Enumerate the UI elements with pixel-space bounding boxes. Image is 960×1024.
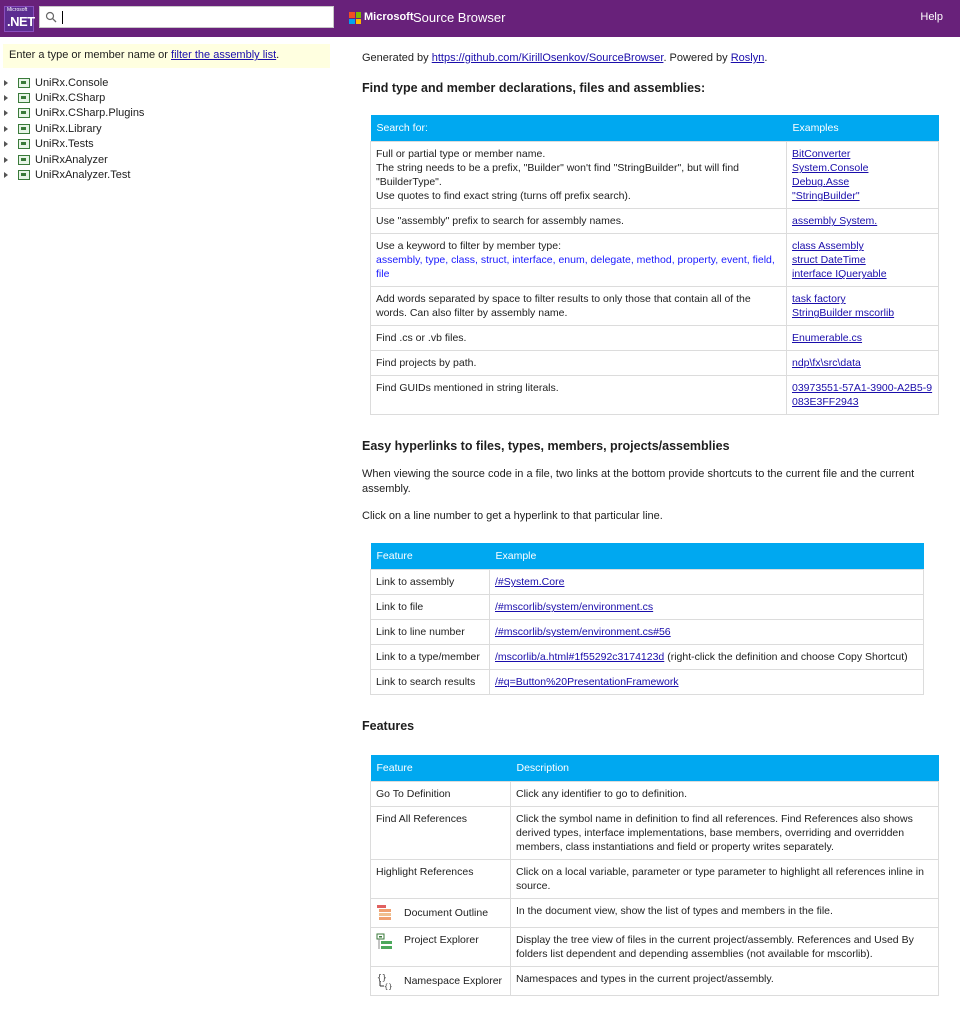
search-desc-cell — [371, 234, 787, 287]
example-link[interactable]: ndp\fx\src\data — [792, 357, 861, 370]
feature-cell: Link to file — [371, 595, 490, 620]
example-link[interactable]: /#q=Button%20PresentationFramework — [495, 676, 679, 689]
examples-cell — [787, 142, 939, 209]
desc-line: Use quotes to find exact string (turns off prefix search). — [376, 190, 631, 203]
description-cell: Click on a local variable, parameter or type parameter to highlight all references inline in source. — [511, 860, 939, 899]
tree-item-unirx-library[interactable] — [4, 121, 144, 136]
top-bar — [0, 0, 960, 37]
search-desc-cell: Add words separated by space to filter results to only those that contain all of the words. Can also filter by assembly name. — [371, 287, 787, 326]
feature-cell: Highlight References — [371, 860, 511, 899]
tree-item-label: UniRx.CSharp.Plugins — [35, 107, 145, 120]
csharp-project-icon — [18, 108, 30, 118]
tree-item-label: UniRxAnalyzer — [35, 153, 108, 166]
table-row — [371, 928, 939, 967]
example-link[interactable]: 03973551-57A1-3900-A2B5-9083E3FF2943 — [792, 382, 933, 409]
tree-item-unirxanalyzer-test[interactable] — [4, 167, 144, 182]
svg-text:{}: {} — [384, 983, 393, 991]
example-link[interactable]: /#System.Core — [495, 576, 565, 589]
table-row — [371, 807, 939, 860]
example-link[interactable]: StringBuilder mscorlib — [792, 307, 895, 320]
github-link[interactable]: https://github.com/KirillOsenkov/SourceBrowser — [431, 52, 664, 64]
tree-item-unirxanalyzer[interactable] — [4, 152, 144, 167]
description-cell: In the document view, show the list of types and members in the file. — [511, 899, 939, 928]
section-title-features: Features — [362, 719, 415, 734]
search-input[interactable] — [62, 9, 327, 25]
search-help-table — [370, 115, 939, 415]
examples-cell — [787, 376, 939, 415]
hyperlinks-paragraph: When viewing the source code in a file, two links at the bottom provide shortcuts to the current file and the current assembly. — [362, 468, 915, 495]
example-link[interactable]: /#mscorlib/system/environment.cs — [495, 601, 654, 614]
member-keywords: assembly, type, class, struct, interface, enum, delegate, method, property, event, field, file — [376, 254, 775, 281]
feature-cell — [371, 967, 511, 996]
project-explorer-icon — [376, 933, 394, 951]
csharp-project-icon — [18, 124, 30, 134]
tree-item-label: UniRx.Tests — [35, 138, 94, 151]
table-row — [371, 670, 924, 695]
feature-label: Project Explorer — [404, 934, 479, 947]
example-link[interactable]: class Assembly — [792, 240, 864, 253]
example-link[interactable]: task factory — [792, 293, 846, 306]
csharp-project-icon — [18, 170, 30, 180]
table-row — [371, 782, 939, 807]
hint-text: Enter a type or member name or — [9, 49, 172, 61]
example-link[interactable]: BitConverter — [792, 148, 851, 161]
feature-cell — [371, 928, 511, 967]
example-link[interactable]: Enumerable.cs — [792, 332, 863, 345]
microsoft-logo-icon — [349, 12, 361, 24]
example-note: (right-click the definition and choose Copy Shortcut) — [664, 651, 908, 664]
document-outline-icon — [376, 904, 394, 922]
example-link[interactable]: /#mscorlib/system/environment.cs#56 — [495, 626, 671, 639]
feature-cell: Link to assembly — [371, 570, 490, 595]
generated-by-text: Generated by — [362, 52, 432, 64]
search-box[interactable] — [39, 6, 334, 28]
csharp-project-icon — [18, 155, 30, 165]
table-row — [371, 860, 939, 899]
main-content — [362, 44, 947, 996]
search-desc-cell: Find GUIDs mentioned in string literals. — [371, 376, 787, 415]
logo-big-text: .NET — [7, 14, 35, 29]
tree-item-unirx-csharp[interactable] — [4, 90, 144, 105]
table-row — [371, 351, 939, 376]
tree-item-label: UniRxAnalyzer.Test — [35, 169, 131, 182]
table-row — [371, 570, 924, 595]
namespace-explorer-icon — [376, 972, 394, 990]
site-title[interactable]: Source Browser — [413, 10, 506, 25]
expand-icon[interactable] — [4, 80, 8, 86]
search-desc-cell — [371, 142, 787, 209]
examples-cell — [787, 234, 939, 287]
expand-icon[interactable] — [4, 172, 8, 178]
text-caret — [62, 11, 63, 24]
expand-icon[interactable] — [4, 141, 8, 147]
feature-cell: Find All References — [371, 807, 511, 860]
description-cell: Click any identifier to go to definition. — [511, 782, 939, 807]
search-desc-cell: Use "assembly" prefix to search for assembly names. — [371, 209, 787, 234]
logo-small-text: Microsoft — [7, 7, 28, 13]
feature-label: Document Outline — [404, 906, 489, 919]
table-row — [371, 326, 939, 351]
column-header-feature: Feature — [371, 543, 490, 570]
table-row — [371, 234, 939, 287]
microsoft-wordmark: Microsoft — [364, 11, 414, 23]
feature-cell: Link to line number — [371, 620, 490, 645]
line-number-paragraph: Click on a line number to get a hyperlink to that particular line. — [362, 509, 663, 522]
search-icon — [45, 11, 57, 23]
csharp-project-icon — [18, 93, 30, 103]
column-header-example: Example — [490, 543, 924, 570]
csharp-project-icon — [18, 139, 30, 149]
tree-item-unirx-csharp-plugins[interactable] — [4, 106, 144, 121]
example-link[interactable]: "StringBuilder" — [792, 190, 860, 203]
column-header-examples: Examples — [787, 115, 939, 142]
tree-item-label: UniRx.Console — [35, 76, 109, 89]
tree-item-label: UniRx.Library — [35, 122, 102, 135]
roslyn-link[interactable]: Roslyn — [730, 52, 765, 64]
expand-icon[interactable] — [4, 95, 8, 101]
example-link[interactable]: interface IQueryable — [792, 268, 887, 281]
search-desc-cell: Find .cs or .vb files. — [371, 326, 787, 351]
examples-cell — [787, 351, 939, 376]
filter-assembly-link[interactable]: filter the assembly list — [171, 49, 277, 61]
table-row — [371, 376, 939, 415]
hint-period: . — [276, 49, 280, 61]
feature-label: Namespace Explorer — [404, 974, 503, 987]
period: . — [764, 52, 768, 64]
table-row — [371, 209, 939, 234]
column-header-feature: Feature — [371, 755, 511, 782]
help-link[interactable]: Help — [920, 11, 943, 23]
powered-by-text: . Powered by — [663, 52, 731, 64]
table-row — [371, 142, 939, 209]
feature-cell: Link to a type/member — [371, 645, 490, 670]
example-link[interactable]: assembly System. — [792, 215, 878, 228]
examples-cell — [787, 287, 939, 326]
section-title-find: Find type and member declarations, files and assemblies: — [362, 81, 706, 96]
desc-line: The string needs to be a prefix, "Builder" won't find "StringBuilder", but will find "BuilderType". — [376, 162, 740, 189]
example-cell — [490, 670, 924, 695]
example-cell — [490, 620, 924, 645]
example-link[interactable]: System.Console — [792, 162, 869, 175]
table-row — [371, 899, 939, 928]
feature-cell: Go To Definition — [371, 782, 511, 807]
generated-by-line — [362, 51, 947, 65]
desc-line: Use a keyword to filter by member type: — [376, 240, 561, 253]
table-row — [371, 645, 924, 670]
example-cell — [490, 645, 924, 670]
example-link[interactable]: Debug.Asse — [792, 176, 850, 189]
table-row — [371, 967, 939, 996]
example-cell — [490, 595, 924, 620]
table-row — [371, 595, 924, 620]
description-cell: Namespaces and types in the current project/assembly. — [511, 967, 939, 996]
column-header-description: Description — [511, 755, 939, 782]
column-header-search: Search for: — [371, 115, 787, 142]
search-desc-cell: Find projects by path. — [371, 351, 787, 376]
svg-text:{}: {} — [377, 973, 387, 983]
table-row — [371, 287, 939, 326]
tree-item-unirx-console[interactable] — [4, 75, 144, 90]
expand-icon[interactable] — [4, 126, 8, 132]
examples-cell — [787, 326, 939, 351]
section-title-hyperlinks: Easy hyperlinks to files, types, members, projects/assemblies — [362, 439, 730, 454]
hyperlinks-table — [370, 543, 924, 695]
tree-item-unirx-tests[interactable] — [4, 137, 144, 152]
example-link[interactable]: /mscorlib/a.html#1f55292c3174123d — [495, 651, 665, 664]
expand-icon[interactable] — [4, 110, 8, 116]
table-row — [371, 620, 924, 645]
assembly-tree — [4, 75, 144, 183]
csharp-project-icon — [18, 78, 30, 88]
feature-cell: Link to search results — [371, 670, 490, 695]
description-cell: Click the symbol name in definition to find all references. Find References also shows derived types, interface implementations, base members, overriding and overridden members, class instantiations and field or property writes separately. — [511, 807, 939, 860]
search-hint — [3, 44, 330, 68]
examples-cell — [787, 209, 939, 234]
tree-item-label: UniRx.CSharp — [35, 92, 106, 105]
description-cell: Display the tree view of files in the current project/assembly. References and Used By folders list dependent and depending assemblies (not available for mscorlib). — [511, 928, 939, 967]
dotnet-logo[interactable] — [4, 6, 34, 32]
example-link[interactable]: struct DateTime — [792, 254, 866, 267]
expand-icon[interactable] — [4, 157, 8, 163]
feature-cell — [371, 899, 511, 928]
desc-line: Full or partial type or member name. — [376, 148, 546, 161]
example-cell — [490, 570, 924, 595]
features-table — [370, 755, 939, 996]
